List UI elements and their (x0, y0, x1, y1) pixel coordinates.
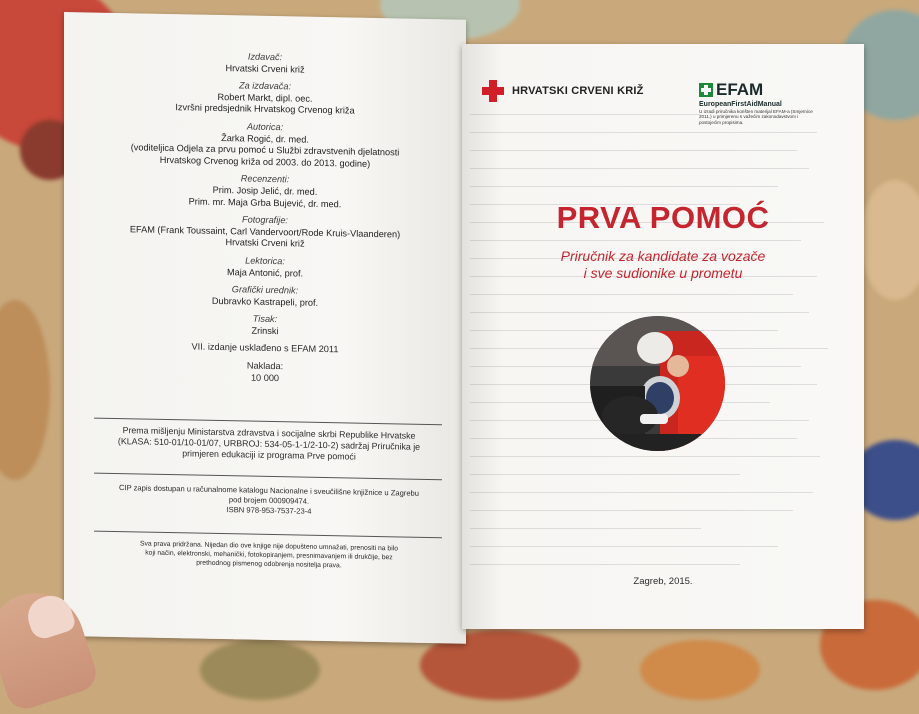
book-subtitle (462, 248, 864, 282)
ministry-note (104, 425, 434, 465)
divider (94, 418, 442, 426)
ministry-note-line: primjeren edukaciji iz programa Prve pomoći (182, 448, 356, 463)
red-cross-logo (482, 80, 644, 102)
cip-note-line: ISBN 978-953-7537-23-4 (226, 505, 312, 516)
credit-name: Izvršni predsjednik Hrvatskog Crvenog križa (175, 102, 355, 116)
credit-role: Za izdavača: (238, 80, 292, 92)
place-year: Zagreb, 2015. (633, 576, 693, 587)
credit-name: Hrvatski Crveni križ (225, 237, 305, 249)
org-name: HRVATSKI CRVENI KRIŽ (512, 85, 644, 97)
rights-note-line: Sva prava pridržana. Nijedan dio ove knjige nije dopušteno umnažati, prenositi na bilo (139, 540, 399, 553)
right-page (462, 44, 864, 629)
credit-role: Lektorica: (245, 255, 285, 267)
efam-subtitle: EuropeanFirstAidManual (699, 101, 782, 108)
credit-role: Izdavač: (247, 51, 283, 63)
credit-name: (voditeljica Odjela za prvu pomoć u Službi zdravstvenih djelatnosti (130, 142, 400, 158)
credit-name: EFAM (Frank Toussaint, Carl Vandervoort/Rode Kruis-Vlaanderen) (129, 223, 401, 240)
credit-name: Prim. mr. Maja Grba Bujević, dr. med. (188, 195, 342, 209)
efam-logo (699, 80, 829, 125)
credit-role: Autorica: (246, 121, 284, 133)
edition-text: VII. izdanje usklađeno s EFAM 2011 (191, 341, 339, 355)
cip-note-line: pod brojem 000909474. (228, 495, 310, 506)
cover-photo (590, 316, 725, 451)
credit-name: Hrvatski Crveni križ (225, 62, 305, 75)
subtitle-line: i sve sudionike u prometu (583, 265, 743, 281)
left-page (64, 12, 466, 644)
credit-name: Hrvatskog Crvenog križa od 2003. do 2013. godine) (159, 154, 371, 169)
credit-role: Recenzenti: (240, 173, 290, 185)
credit-name: Zrinski (251, 325, 279, 336)
naklada-value: 10 000 (250, 372, 280, 383)
cip-note (104, 483, 434, 519)
divider (94, 473, 442, 481)
credits-block (64, 48, 466, 388)
rights-note (104, 539, 434, 572)
divider (94, 531, 442, 539)
efam-cross-icon (699, 83, 713, 97)
efam-title: EFAM (716, 80, 764, 99)
rights-note-line: prethodnog pismenog odobrenja nositelja prava. (196, 559, 342, 570)
credit-role: Fotografije: (242, 214, 288, 226)
ministry-note-line: (KLASA: 510-01/10-01/07, URBROJ: 534-05-1-1/2-10-2) sadržaj Priručnika je (117, 436, 421, 453)
credit-author (64, 118, 466, 172)
credit-role: Tisak: (252, 313, 278, 325)
credit-name: Žarka Rogić, dr. med. (221, 132, 309, 145)
book-title: PRVA POMOĆ (556, 200, 770, 235)
efam-note: U izradi priručnika korišten materijal EFAM-a (Smjernice 2011.) u primjerenu s važećim zakonodavstvom i postojećim propisima. (699, 109, 813, 125)
credit-name: Maja Antonić, prof. (226, 266, 304, 279)
credit-name: Dubravko Kastrapeli, prof. (211, 295, 319, 308)
naklada-label: Naklada: (246, 360, 284, 372)
ministry-note-line: Prema mišljenju Ministarstva zdravstva i socijalne skrbi Republike Hrvatske (122, 425, 416, 441)
credit-name: Prim. Josip Jelić, dr. med. (212, 184, 318, 197)
cip-note-line: CIP zapis dostupan u računalnome katalogu Nacionalne i sveučilišne knjižnice u Zagrebu (119, 483, 419, 498)
rights-note-line: koji način, elektronski, mehanički, fotokopiranjem, presnimavanjem ili drukčije, bez (145, 549, 393, 562)
credit-role: Grafički urednik: (231, 284, 299, 296)
red-cross-icon (482, 80, 504, 102)
subtitle-line: Priručnik za kandidate za vozače (560, 248, 766, 264)
credit-name: Robert Markt, dipl. oec. (217, 91, 313, 104)
